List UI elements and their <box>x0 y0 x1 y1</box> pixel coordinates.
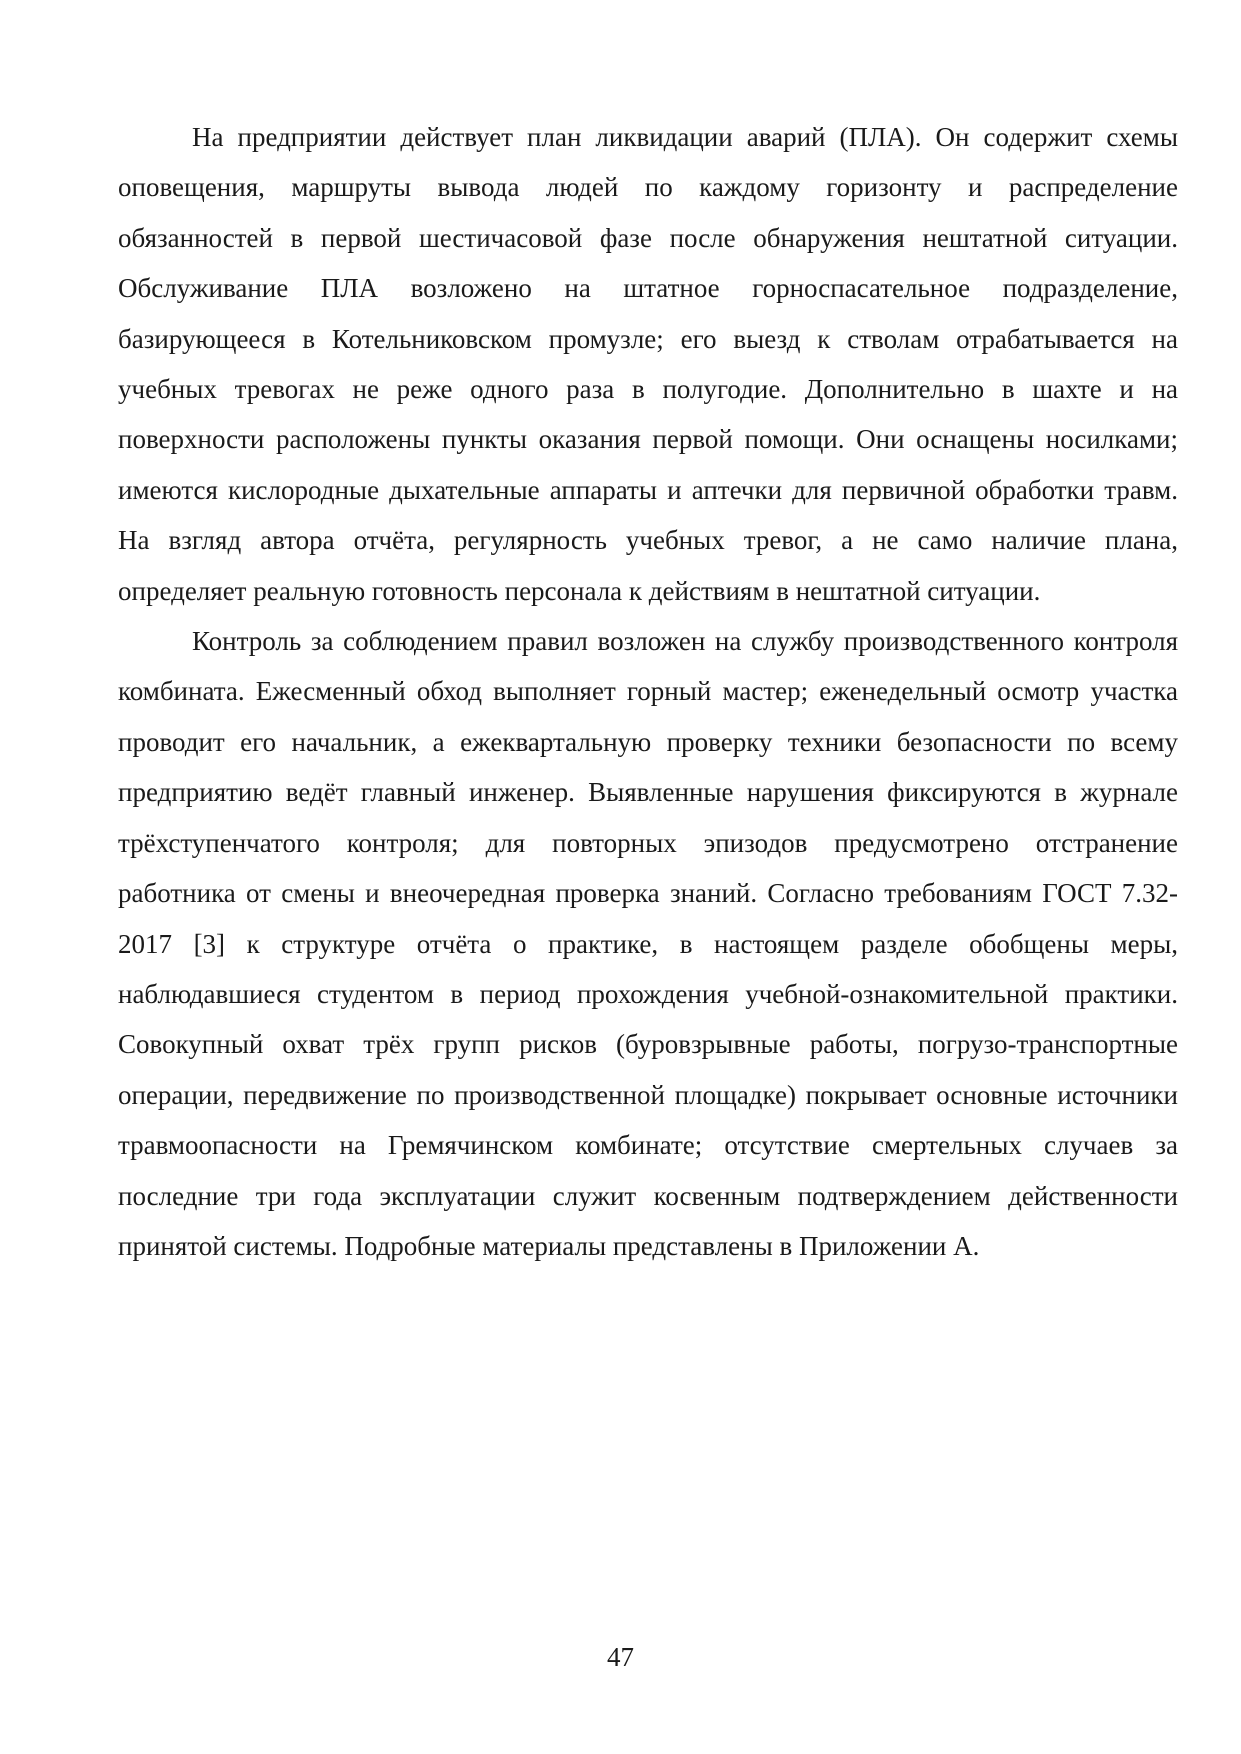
paragraph-safety-control: Контроль за соблюдением правил возложен на службу производственного контроля комбината. Ежесменный обход выполняет горный мастер; еженедельный осмотр участка проводит его начальник, а ежеквартальную проверку техники безопасности по всему предприятию ведёт главный инженер. Выявленные нарушения фиксируются в журнале трёхступенчатого контроля; для повторных эпизодов предусмотрено отстранение работника от смены и внеочередная проверка знаний. Согласно требованиям ГОСТ 7.32-2017 [3] к структуре отчёта о практике, в настоящем разделе обобщены меры, наблюдавшиеся студентом в период прохождения учебной-ознакомительной практики. Совокупный охват трёх групп рисков (буровзрывные работы, погрузо-транспортные операции, передвижение по производственной площадке) покрывает основные источники травмоопасности на Гремячинском комбинате; отсутствие смертельных случаев за последние три года эксплуатации служит косвенным подтверждением действенности принятой системы. Подробные материалы представлены в Приложении А. <box>118 626 1178 1261</box>
page-number: 47 <box>607 1642 634 1672</box>
document-body <box>118 112 1178 1271</box>
paragraph-emergency-plan: На предприятии действует план ликвидации аварий (ПЛА). Он содержит схемы оповещения, маршруты вывода людей по каждому горизонту и распределение обязанностей в первой шестичасовой фазе после обнаружения нештатной ситуации. Обслуживание ПЛА возложено на штатное горноспасательное подразделение, базирующееся в Котельниковском промузле; его выезд к стволам отрабатывается на учебных тревогах не реже одного раза в полугодие. Дополнительно в шахте и на поверхности расположены пункты оказания первой помощи. Они оснащены носилками; имеются кислородные дыхательные аппараты и аптечки для первичной обработки травм. На взгляд автора отчёта, регулярность учебных тревог, а не само наличие плана, определяет реальную готовность персонала к действиям в нештатной ситуации. <box>118 122 1178 606</box>
